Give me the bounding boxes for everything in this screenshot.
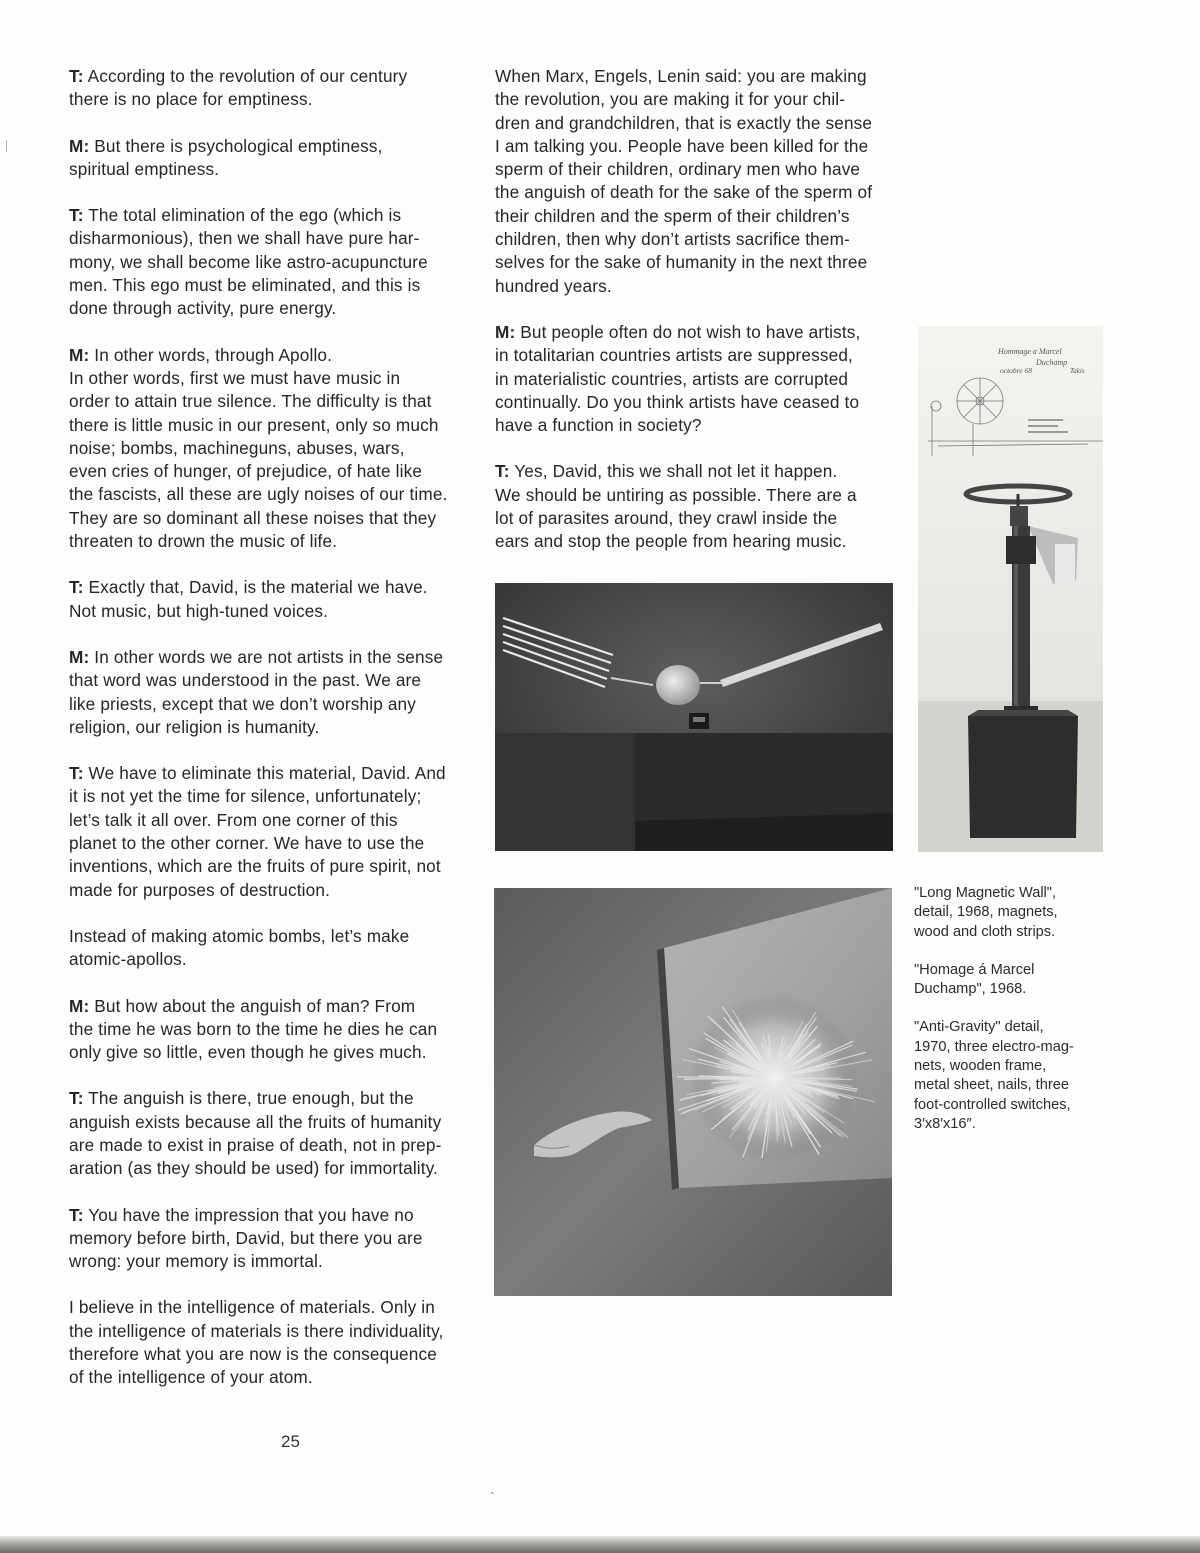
speaker-label: T: [69, 1088, 84, 1109]
paragraph-text: But how about the anguish of man? From the time he was born to the time he dies he can only give so little, even though he gives much. [69, 995, 438, 1063]
homage-sculpture-illustration [918, 326, 1103, 852]
paragraph [69, 995, 474, 1065]
speaker-label: T: [495, 461, 510, 482]
paragraph [495, 65, 900, 298]
paragraph [69, 762, 474, 902]
paragraph-text: But there is psychological emptiness, spiritual emptiness. [69, 135, 383, 179]
paragraph-text: When Marx, Engels, Lenin said: you are making the revolution, you are making it for your chil- dren and grandchildren, that is exactly the sense I am talking you. People have been killed for the sperm of their children, ordinary men who have the anguish of death for the sake of the sperm of their children and the sperm of their children’s children, then why don’t artists sacrifice them- selves for the sake of humanity in the next three hundred years. [495, 66, 873, 296]
photo-anti-gravity [494, 888, 892, 1296]
caption-long-magnetic-wall: "Long Magnetic Wall", detail, 1968, magnets, wood and cloth strips. [914, 885, 1058, 940]
page-number: 25 [281, 1432, 300, 1451]
speaker-label: T: [69, 1204, 84, 1225]
right-text-column [495, 65, 900, 577]
nail-spike [684, 1078, 752, 1079]
paragraph [69, 1087, 474, 1180]
paragraph-text: In other words, through Apollo. In other words, first we must have music in order to attain true silence. The difficulty is that there is little music in our present, only so much noise; bombs, machineguns, abuses, wars, even cries of hunger, of prejudice, of hate like the fascists, all these are ugly noises of our time. They are so dominant all these noises that they threaten to drown the music of life. [69, 344, 448, 552]
speaker-label: M: [69, 646, 90, 667]
photo-long-magnetic-wall [495, 583, 893, 851]
paragraph [69, 925, 474, 972]
photo-captions [914, 884, 1109, 1153]
sketch-handwriting-1: Hommage a Marcel [998, 347, 1062, 356]
paragraph [69, 646, 474, 739]
paragraph-text: The anguish is there, true enough, but the anguish exists because all the fruits of humanity are made to exist in praise of death, not in prep- aration (as they should be used) for immortality. [69, 1088, 442, 1179]
paragraph [69, 204, 474, 320]
speaker-label: M: [69, 135, 90, 156]
paragraph [69, 135, 474, 182]
scan-mark: ` [490, 1489, 495, 1505]
paragraph [69, 65, 474, 112]
scan-mark [6, 140, 7, 152]
nail-spike [773, 1093, 774, 1113]
paragraph-text: But people often do not wish to have artists, in totalitarian countries artists are suppressed, in materialistic countries, artists are corrupted continually. Do you think artists have ceased to have a function in society? [495, 321, 861, 436]
speaker-label: T: [69, 763, 84, 784]
speaker-label: M: [69, 995, 90, 1016]
paragraph [69, 1204, 474, 1274]
speaker-label: T: [69, 577, 84, 598]
paragraph-text: The total elimination of the ego (which is disharmonious), then we shall have pure har- mony, we shall become like astro-acupuncture men. This ego must be eliminated, and this is done through activity, pure energy. [69, 205, 428, 319]
paragraph [69, 576, 474, 623]
paragraph-text: According to the revolution of our century there is no place for emptiness. [69, 66, 408, 110]
speaker-label: T: [69, 205, 84, 226]
paragraph [69, 1296, 474, 1389]
left-text-column [69, 65, 474, 1413]
paragraph [69, 344, 474, 554]
paragraph-text: I believe in the intelligence of materials. Only in the intelligence of materials is there individuality, therefore what you are now is the consequence of the intelligence of your atom. [69, 1297, 444, 1388]
paragraph-text: Instead of making atomic bombs, let’s make atomic-apollos. [69, 925, 410, 970]
caption-anti-gravity: "Anti-Gravity" detail, 1970, three electro-mag- nets, wooden frame, metal sheet, nails, three foot-controlled switches, 3′x8′x16″. [914, 1019, 1074, 1132]
caption-homage-marcel-duchamp: "Homage á Marcel Duchamp", 1968. [914, 961, 1035, 998]
photo-homage-marcel-duchamp [918, 326, 1103, 852]
paragraph-text: You have the impression that you have no memory before birth, David, but there you are wrong: your memory is immortal. [69, 1204, 423, 1272]
speaker-label: M: [69, 344, 90, 365]
sketch-handwriting-4: Takis [1070, 367, 1085, 375]
sketch-handwriting-2: Duchamp [1036, 358, 1068, 367]
page-edge-shadow [0, 1536, 1200, 1553]
anti-gravity-illustration [494, 888, 892, 1296]
paragraph-text: We have to eliminate this material, David. And it is not yet the time for silence, unfortunately; let’s talk it all over. From one corner of this planet to the other corner. We have to use the inventions, which are the fruits of pure spirit, not made for purposes of destruction. [69, 763, 446, 900]
paragraph [495, 321, 900, 437]
paragraph-text: In other words we are not artists in the sense that word was understood in the past. We are like priests, except that we don’t worship any religion, our religion is humanity. [69, 646, 444, 737]
speaker-label: M: [495, 321, 516, 342]
paragraph [495, 460, 900, 553]
paragraph-text: Exactly that, David, is the material we have. Not music, but high-tuned voices. [69, 577, 428, 621]
paragraph-text: Yes, David, this we shall not let it happen. We should be untiring as possible. There are a lot of parasites around, they crawl inside the ears and stop the people from hearing music. [495, 461, 857, 552]
speaker-label: T: [69, 66, 84, 86]
sketch-handwriting-3: octobre 68 [1000, 366, 1033, 375]
magnetic-wall-illustration [495, 583, 893, 851]
